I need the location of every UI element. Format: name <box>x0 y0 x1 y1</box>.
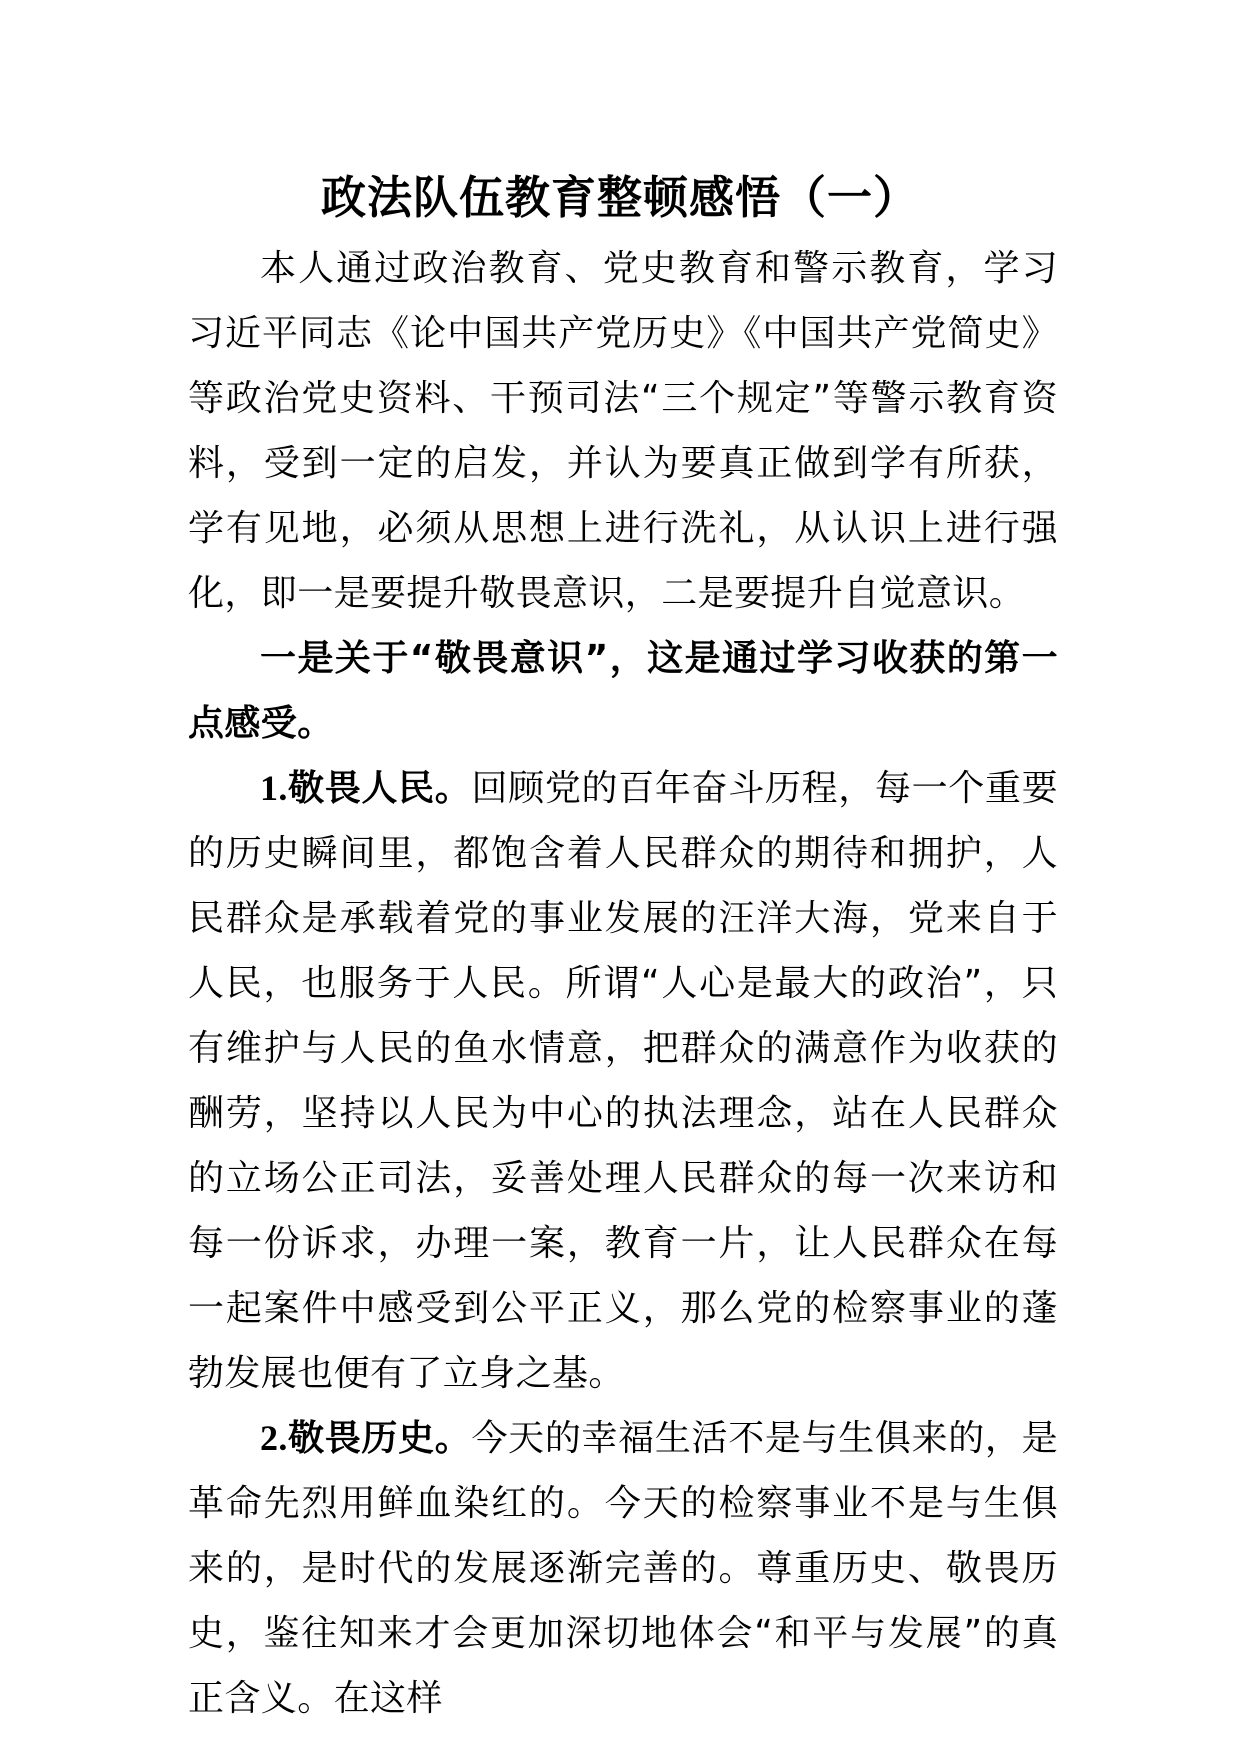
document-body <box>188 236 1058 1731</box>
paragraph-text: 本人通过政治教育、党史教育和警示教育，学习习近平同志《论中国共产党历史》《中国共产党简史》等政治党史资料、干预司法“三个规定”等警示教育资料，受到一定的启发，并认为要真正做到学有所获，学有见地，必须从思想上进行洗礼，从认识上进行强化，即一是要提升敬畏意识，二是要提升自觉意识。 <box>188 248 1058 614</box>
heading-text: 一是关于“敬畏意识”，这是通过学习收获的第一点感受。 <box>188 638 1058 744</box>
item-number: 1. <box>260 768 288 808</box>
item-lead: 敬畏历史。 <box>287 1418 472 1459</box>
list-item-revere-people <box>188 756 1058 1406</box>
section-heading <box>188 626 1058 756</box>
item-number: 2. <box>260 1418 288 1458</box>
list-item-revere-history <box>188 1406 1058 1731</box>
item-lead: 敬畏人民。 <box>287 768 472 809</box>
item-text: 今天的幸福生活不是与生俱来的，是革命先烈用鲜血染红的。今天的检察事业不是与生俱来的，是时代的发展逐渐完善的。尊重历史、敬畏历史，鉴往知来才会更加深切地体会“和平与发展”的真正含义。在这样 <box>188 1418 1058 1719</box>
document-title: 政法队伍教育整顿感悟（一） <box>320 171 919 224</box>
item-text: 回顾党的百年奋斗历程，每一个重要的历史瞬间里，都饱含着人民群众的期待和拥护，人民群众是承载着党的事业发展的汪洋大海，党来自于人民，也服务于人民。所谓“人心是最大的政治”，只有维护与人民的鱼水情意，把群众的满意作为收获的酬劳，坚持以人民为中心的执法理念，站在人民群众的立场公正司法，妥善处理人民群众的每一次来访和每一份诉求，办理一案，教育一片，让人民群众在每一起案件中感受到公平正义，那么党的检察事业的蓬勃发展也便有了立身之基。 <box>188 768 1058 1394</box>
intro-paragraph <box>188 236 1058 626</box>
